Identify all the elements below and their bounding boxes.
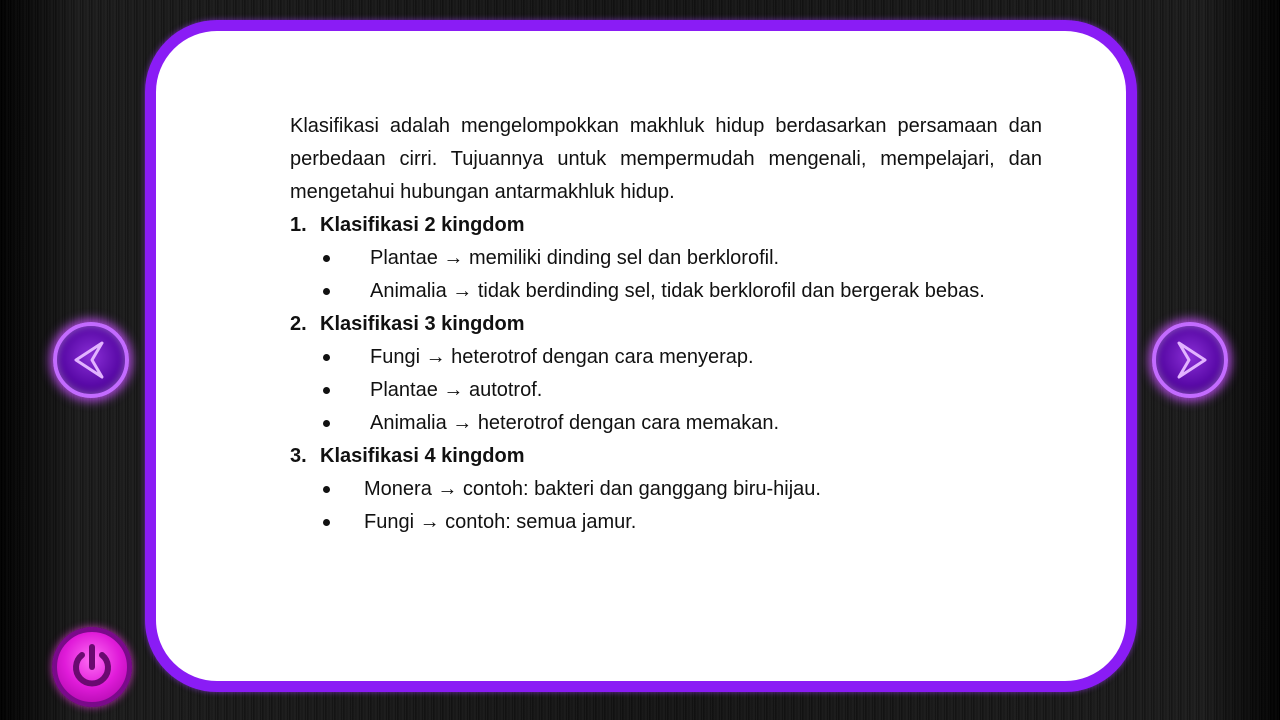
list-item: Animalia → tidak berdinding sel, tidak berklorofil dan bergerak bebas. (290, 275, 1042, 308)
section-heading: Klasifikasi 2 kingdom (320, 214, 525, 236)
section-heading: Klasifikasi 4 kingdom (320, 445, 525, 467)
power-icon (66, 641, 118, 693)
section-number: 3. (290, 445, 307, 467)
lesson-content (290, 110, 1042, 539)
section-title (290, 308, 1042, 341)
list-item: Fungi → heterotrof dengan cara menyerap. (290, 341, 1042, 374)
item-list (290, 473, 1042, 539)
next-button[interactable] (1152, 322, 1228, 398)
list-item: Monera → contoh: bakteri dan ganggang biru-hijau. (290, 473, 1042, 506)
power-button[interactable] (52, 627, 132, 707)
list-item: Fungi → contoh: semua jamur. (290, 506, 1042, 539)
section-number: 1. (290, 214, 307, 236)
chevron-right-icon (1167, 337, 1213, 383)
section-heading: Klasifikasi 3 kingdom (320, 313, 525, 335)
item-list (290, 242, 1042, 308)
chevron-left-icon (68, 337, 114, 383)
previous-button[interactable] (53, 322, 129, 398)
list-item: Animalia → heterotrof dengan cara memakan. (290, 407, 1042, 440)
list-item: Plantae → autotrof. (290, 374, 1042, 407)
section-title (290, 209, 1042, 242)
list-item: Plantae → memiliki dinding sel dan berklorofil. (290, 242, 1042, 275)
item-list (290, 341, 1042, 440)
section-title (290, 440, 1042, 473)
section-number: 2. (290, 313, 307, 335)
intro-paragraph: Klasifikasi adalah mengelompokkan makhluk hidup berdasarkan persamaan dan perbedaan cirri. Tujuannya untuk mempermudah mengenali, mempelajari, dan mengetahui hubungan antarmakhluk hidup. (290, 115, 1042, 203)
